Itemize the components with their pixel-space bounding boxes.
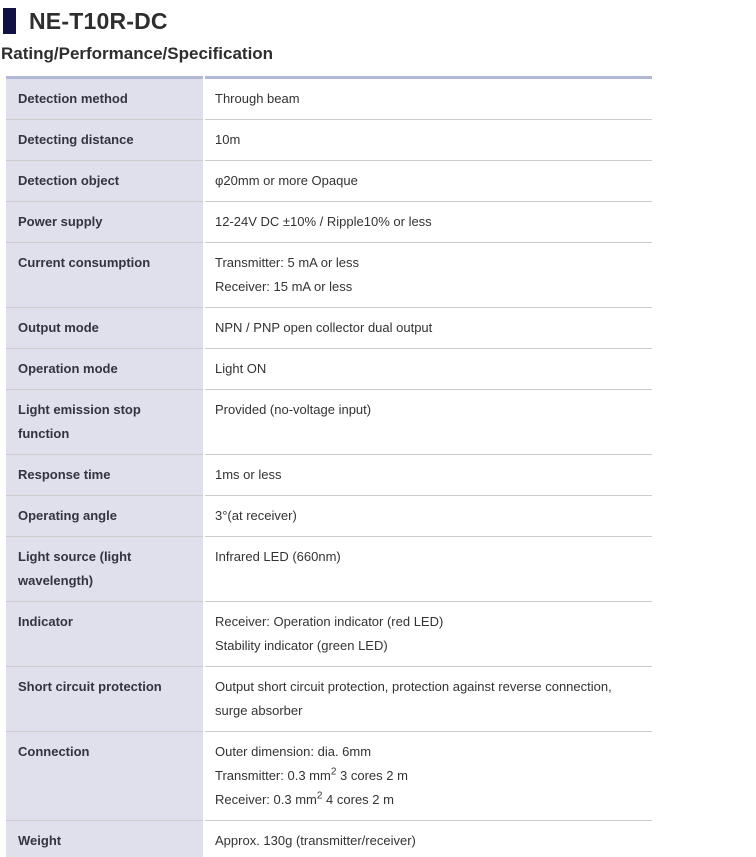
spec-value-line: 3°(at receiver)	[215, 508, 297, 523]
spec-row-detection-method	[6, 79, 652, 120]
spec-label: Detection method	[6, 79, 203, 120]
spec-row-operation-mode	[6, 349, 652, 390]
spec-value-line: 12-24V DC ±10% / Ripple10% or less	[215, 214, 432, 229]
title-bullet-icon	[3, 8, 16, 34]
spec-row-connection	[6, 732, 652, 821]
spec-value-text: 3 cores 2 m	[336, 768, 408, 783]
spec-row-power-supply	[6, 202, 652, 243]
spec-label: Light source (light wavelength)	[6, 537, 203, 602]
spec-label: Response time	[6, 455, 203, 496]
spec-value	[205, 667, 652, 732]
spec-value	[205, 732, 652, 821]
spec-value	[205, 496, 652, 537]
spec-label: Operating angle	[6, 496, 203, 537]
spec-row-light-emission-stop	[6, 390, 652, 455]
spec-value-line: Approx. 130g (transmitter/receiver)	[215, 833, 416, 848]
spec-label: Operation mode	[6, 349, 203, 390]
spec-value-line: Light ON	[215, 361, 267, 376]
spec-value	[205, 202, 652, 243]
spec-value-line: Outer dimension: dia. 6mm	[215, 744, 372, 759]
spec-value-line: Infrared LED (660nm)	[215, 549, 341, 564]
spec-row-weight	[6, 821, 652, 857]
spec-value	[205, 308, 652, 349]
spec-row-indicator	[6, 602, 652, 667]
page	[0, 7, 756, 857]
spec-value-line	[215, 788, 628, 812]
spec-value-line: Provided (no-voltage input)	[215, 402, 372, 417]
spec-value-text: Receiver: 0.3 mm	[215, 792, 317, 807]
spec-label: Detection object	[6, 161, 203, 202]
spec-value	[205, 79, 652, 120]
spec-row-short-circuit-protection	[6, 667, 652, 732]
spec-value-text: 4 cores 2 m	[322, 792, 394, 807]
spec-value-line	[215, 764, 628, 788]
spec-value-line: 10m	[215, 132, 241, 147]
spec-value-line: Output short circuit protection, protection against reverse connection, surge absorber	[215, 679, 612, 718]
spec-value	[205, 821, 652, 857]
spec-value-text: Transmitter: 0.3 mm	[215, 768, 331, 783]
spec-value-line: Transmitter: 5 mA or less	[215, 255, 359, 270]
spec-value-line: Stability indicator (green LED)	[215, 638, 388, 653]
spec-row-current-consumption	[6, 243, 652, 308]
spec-value	[205, 455, 652, 496]
spec-label: Light emission stop function	[6, 390, 203, 455]
spec-value	[205, 390, 652, 455]
spec-value-line: 1ms or less	[215, 467, 282, 482]
spec-row-detection-object	[6, 161, 652, 202]
spec-value	[205, 537, 652, 602]
spec-value	[205, 349, 652, 390]
spec-value-line: Receiver: Operation indicator (red LED)	[215, 614, 444, 629]
spec-row-response-time	[6, 455, 652, 496]
spec-value	[205, 243, 652, 308]
spec-row-light-source	[6, 537, 652, 602]
spec-label: Short circuit protection	[6, 667, 203, 732]
superscript: 2	[330, 766, 337, 778]
spec-label: Current consumption	[6, 243, 203, 308]
superscript: 2	[316, 790, 323, 802]
spec-value	[205, 120, 652, 161]
spec-value	[205, 602, 652, 667]
spec-value	[205, 161, 652, 202]
product-title-row	[3, 7, 756, 35]
spec-row-output-mode	[6, 308, 652, 349]
spec-row-operating-angle	[6, 496, 652, 537]
spec-value-line: NPN / PNP open collector dual output	[215, 320, 433, 335]
spec-label: Connection	[6, 732, 203, 821]
section-heading: Rating/Performance/Specification	[1, 44, 274, 63]
product-title: NE-T10R-DC	[29, 8, 168, 34]
spec-value-line: Through beam	[215, 91, 300, 106]
spec-value-line: Receiver: 15 mA or less	[215, 279, 353, 294]
spec-row-detecting-distance	[6, 120, 652, 161]
spec-label: Power supply	[6, 202, 203, 243]
spec-value-line: φ20mm or more Opaque	[215, 173, 358, 188]
spec-label: Detecting distance	[6, 120, 203, 161]
spec-label: Output mode	[6, 308, 203, 349]
spec-label: Indicator	[6, 602, 203, 667]
spec-table	[6, 76, 652, 857]
spec-label: Weight	[6, 821, 203, 857]
